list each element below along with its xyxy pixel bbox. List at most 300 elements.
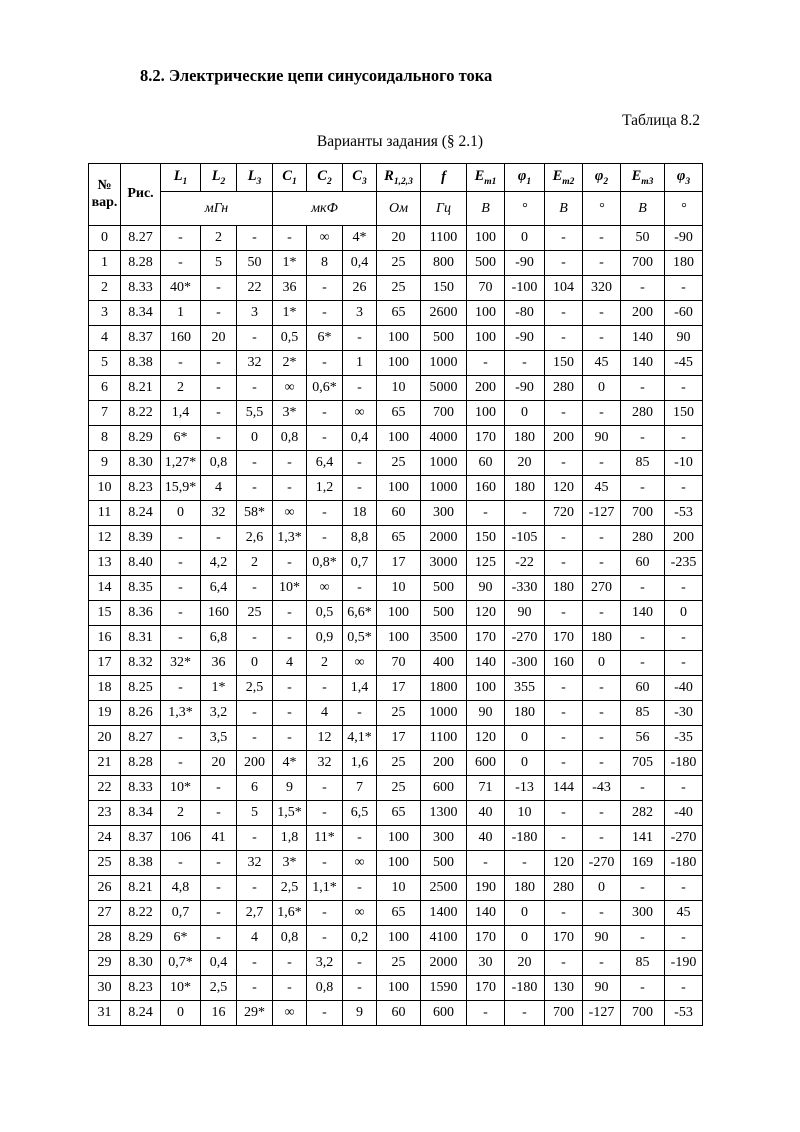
cell-phi1: - xyxy=(505,851,545,876)
cell-fig: 8.29 xyxy=(121,426,161,451)
cell-var: 16 xyxy=(89,626,121,651)
col-header-R123 xyxy=(377,164,421,192)
cell-fig: 8.28 xyxy=(121,251,161,276)
cell-L1: 40* xyxy=(161,276,201,301)
cell-Em2: 120 xyxy=(545,851,583,876)
cell-Em1: 190 xyxy=(467,876,505,901)
cell-var: 24 xyxy=(89,826,121,851)
cell-var: 13 xyxy=(89,551,121,576)
symbol-main: C xyxy=(352,168,362,185)
table-row xyxy=(89,401,703,426)
cell-f: 800 xyxy=(421,251,467,276)
cell-L3: 4 xyxy=(237,926,273,951)
cell-Em2: 150 xyxy=(545,351,583,376)
symbol-subscript: 2 xyxy=(220,176,226,187)
table-row xyxy=(89,326,703,351)
cell-L2: - xyxy=(201,276,237,301)
cell-var: 31 xyxy=(89,1001,121,1026)
cell-var: 10 xyxy=(89,476,121,501)
cell-L2: 4 xyxy=(201,476,237,501)
cell-var: 14 xyxy=(89,576,121,601)
cell-phi2: - xyxy=(583,301,621,326)
cell-f: 1300 xyxy=(421,801,467,826)
cell-var: 2 xyxy=(89,276,121,301)
cell-C2: - xyxy=(307,1001,343,1026)
table-row xyxy=(89,426,703,451)
cell-phi3: - xyxy=(665,476,703,501)
cell-phi1: 180 xyxy=(505,476,545,501)
cell-C2: 4 xyxy=(307,701,343,726)
cell-Em1: 60 xyxy=(467,451,505,476)
cell-Em2: - xyxy=(545,301,583,326)
cell-L3: - xyxy=(237,576,273,601)
cell-phi2: - xyxy=(583,676,621,701)
cell-phi3: - xyxy=(665,976,703,1001)
cell-Em3: - xyxy=(621,476,665,501)
cell-C3: 1 xyxy=(343,351,377,376)
cell-phi3: - xyxy=(665,776,703,801)
table-row xyxy=(89,501,703,526)
cell-C3: 1,6 xyxy=(343,751,377,776)
symbol-subscript: 1 xyxy=(182,176,188,187)
cell-C3: 1,4 xyxy=(343,676,377,701)
unit-header-5: ° xyxy=(505,192,545,226)
cell-Em2: - xyxy=(545,326,583,351)
cell-C1: 1,5* xyxy=(273,801,307,826)
cell-phi1: -22 xyxy=(505,551,545,576)
cell-phi3: 150 xyxy=(665,401,703,426)
cell-phi2: - xyxy=(583,701,621,726)
cell-Em2: 720 xyxy=(545,501,583,526)
cell-var: 30 xyxy=(89,976,121,1001)
unit-header-6: В xyxy=(545,192,583,226)
table-caption: Варианты задания (§ 2.1) xyxy=(316,133,484,150)
cell-phi3: -60 xyxy=(665,301,703,326)
cell-L3: 6 xyxy=(237,776,273,801)
symbol-subscript: m2 xyxy=(562,176,575,187)
col-header-phi1 xyxy=(505,164,545,192)
symbol-main: φ xyxy=(676,168,686,185)
cell-Em2: 170 xyxy=(545,926,583,951)
cell-C2: - xyxy=(307,851,343,876)
cell-phi1: 0 xyxy=(505,226,545,251)
cell-fig: 8.23 xyxy=(121,976,161,1001)
cell-var: 26 xyxy=(89,876,121,901)
cell-fig: 8.23 xyxy=(121,476,161,501)
cell-L3: - xyxy=(237,826,273,851)
unit-header-2: Ом xyxy=(377,192,421,226)
table-row xyxy=(89,276,703,301)
cell-C3: 3 xyxy=(343,301,377,326)
cell-Em3: - xyxy=(621,876,665,901)
table-row xyxy=(89,601,703,626)
cell-Em1: 120 xyxy=(467,726,505,751)
cell-L2: - xyxy=(201,851,237,876)
cell-Em2: - xyxy=(545,751,583,776)
cell-Em1: 170 xyxy=(467,426,505,451)
cell-C3: - xyxy=(343,451,377,476)
cell-var: 28 xyxy=(89,926,121,951)
cell-phi2: 270 xyxy=(583,576,621,601)
cell-phi2: 45 xyxy=(583,351,621,376)
cell-Em1: - xyxy=(467,1001,505,1026)
cell-Em2: 700 xyxy=(545,1001,583,1026)
cell-phi3: -53 xyxy=(665,501,703,526)
cell-phi2: - xyxy=(583,751,621,776)
cell-phi2: - xyxy=(583,551,621,576)
cell-R123: 10 xyxy=(377,576,421,601)
cell-C3: ∞ xyxy=(343,401,377,426)
table-row xyxy=(89,551,703,576)
cell-var: 4 xyxy=(89,326,121,351)
cell-C3: 4* xyxy=(343,226,377,251)
cell-phi2: 90 xyxy=(583,926,621,951)
cell-C1: 1* xyxy=(273,301,307,326)
cell-R123: 100 xyxy=(377,326,421,351)
cell-L3: - xyxy=(237,226,273,251)
cell-fig: 8.21 xyxy=(121,876,161,901)
cell-C1: 10* xyxy=(273,576,307,601)
cell-Em3: 85 xyxy=(621,951,665,976)
cell-phi3: -53 xyxy=(665,1001,703,1026)
cell-var: 11 xyxy=(89,501,121,526)
cell-phi3: -180 xyxy=(665,851,703,876)
cell-C2: 0,9 xyxy=(307,626,343,651)
cell-C1: - xyxy=(273,676,307,701)
cell-C1: - xyxy=(273,701,307,726)
cell-L2: - xyxy=(201,876,237,901)
cell-C3: 6,5 xyxy=(343,801,377,826)
table-row xyxy=(89,801,703,826)
symbol-main: E xyxy=(474,168,485,185)
cell-C1: ∞ xyxy=(273,501,307,526)
cell-Em1: 90 xyxy=(467,576,505,601)
cell-L1: - xyxy=(161,226,201,251)
table-row xyxy=(89,701,703,726)
symbol-subscript: m3 xyxy=(641,176,654,187)
cell-Em1: - xyxy=(467,501,505,526)
cell-Em1: 170 xyxy=(467,976,505,1001)
unit-header-9: ° xyxy=(665,192,703,226)
cell-var: 17 xyxy=(89,651,121,676)
cell-fig: 8.25 xyxy=(121,676,161,701)
cell-C3: - xyxy=(343,376,377,401)
cell-C2: 0,5 xyxy=(307,601,343,626)
cell-C2: - xyxy=(307,401,343,426)
cell-C3: 0,2 xyxy=(343,926,377,951)
cell-Em3: 282 xyxy=(621,801,665,826)
cell-Em3: - xyxy=(621,376,665,401)
cell-phi2: 180 xyxy=(583,626,621,651)
cell-C1: 9 xyxy=(273,776,307,801)
cell-C3: 4,1* xyxy=(343,726,377,751)
cell-Em3: 300 xyxy=(621,901,665,926)
cell-phi1: -100 xyxy=(505,276,545,301)
cell-Em3: - xyxy=(621,776,665,801)
col-header-phi3 xyxy=(665,164,703,192)
cell-Em2: - xyxy=(545,826,583,851)
cell-C1: 4 xyxy=(273,651,307,676)
cell-C1: - xyxy=(273,976,307,1001)
cell-C2: - xyxy=(307,426,343,451)
cell-L3: - xyxy=(237,976,273,1001)
cell-phi2: 45 xyxy=(583,476,621,501)
cell-Em3: 60 xyxy=(621,676,665,701)
cell-fig: 8.30 xyxy=(121,451,161,476)
unit-header-0: мГн xyxy=(161,192,273,226)
col-header-L2 xyxy=(201,164,237,192)
cell-L1: 0 xyxy=(161,501,201,526)
cell-C1: - xyxy=(273,226,307,251)
cell-phi2: -127 xyxy=(583,1001,621,1026)
cell-R123: 100 xyxy=(377,976,421,1001)
table-body xyxy=(89,226,703,1026)
cell-phi2: - xyxy=(583,226,621,251)
cell-R123: 100 xyxy=(377,601,421,626)
cell-phi2: - xyxy=(583,601,621,626)
cell-phi2: - xyxy=(583,401,621,426)
cell-L1: 0 xyxy=(161,1001,201,1026)
cell-phi1: 180 xyxy=(505,426,545,451)
cell-L1: 0,7 xyxy=(161,901,201,926)
cell-C2: 0,8* xyxy=(307,551,343,576)
cell-fig: 8.27 xyxy=(121,726,161,751)
cell-Em2: - xyxy=(545,401,583,426)
cell-L1: 1,4 xyxy=(161,401,201,426)
cell-Em3: 700 xyxy=(621,1001,665,1026)
cell-phi1: -80 xyxy=(505,301,545,326)
cell-C3: 0,7 xyxy=(343,551,377,576)
cell-var: 19 xyxy=(89,701,121,726)
cell-f: 300 xyxy=(421,826,467,851)
cell-C1: ∞ xyxy=(273,1001,307,1026)
cell-C2: 11* xyxy=(307,826,343,851)
cell-R123: 100 xyxy=(377,926,421,951)
cell-Em3: 169 xyxy=(621,851,665,876)
cell-f: 700 xyxy=(421,401,467,426)
cell-phi3: 90 xyxy=(665,326,703,351)
symbol-main: L xyxy=(211,168,221,185)
cell-C2: - xyxy=(307,801,343,826)
cell-var: 8 xyxy=(89,426,121,451)
cell-L3: 5,5 xyxy=(237,401,273,426)
cell-L2: 6,8 xyxy=(201,626,237,651)
cell-var: 18 xyxy=(89,676,121,701)
cell-C3: 7 xyxy=(343,776,377,801)
unit-header-3: Гц xyxy=(421,192,467,226)
cell-R123: 17 xyxy=(377,551,421,576)
cell-Em1: 30 xyxy=(467,951,505,976)
cell-f: 1100 xyxy=(421,226,467,251)
cell-L3: - xyxy=(237,451,273,476)
cell-fig: 8.26 xyxy=(121,701,161,726)
cell-C2: - xyxy=(307,301,343,326)
cell-R123: 60 xyxy=(377,501,421,526)
cell-f: 1400 xyxy=(421,901,467,926)
cell-Em3: - xyxy=(621,976,665,1001)
cell-Em3: 60 xyxy=(621,551,665,576)
cell-Em3: - xyxy=(621,276,665,301)
cell-fig: 8.33 xyxy=(121,776,161,801)
table-row xyxy=(89,776,703,801)
cell-C2: 12 xyxy=(307,726,343,751)
table-row xyxy=(89,826,703,851)
table-number-label: Таблица 8.2 xyxy=(622,112,700,129)
cell-Em3: 280 xyxy=(621,526,665,551)
cell-f: 2000 xyxy=(421,951,467,976)
cell-C2: - xyxy=(307,276,343,301)
cell-Em2: 130 xyxy=(545,976,583,1001)
cell-C1: - xyxy=(273,726,307,751)
cell-C2: - xyxy=(307,526,343,551)
cell-L2: 1* xyxy=(201,676,237,701)
cell-C2: - xyxy=(307,501,343,526)
cell-fig: 8.38 xyxy=(121,351,161,376)
cell-phi2: - xyxy=(583,326,621,351)
cell-f: 1000 xyxy=(421,701,467,726)
cell-phi3: -270 xyxy=(665,826,703,851)
cell-L2: 41 xyxy=(201,826,237,851)
cell-Em2: - xyxy=(545,226,583,251)
cell-C1: 2* xyxy=(273,351,307,376)
cell-L1: 106 xyxy=(161,826,201,851)
cell-Em3: 141 xyxy=(621,826,665,851)
cell-Em1: 100 xyxy=(467,676,505,701)
cell-Em1: 600 xyxy=(467,751,505,776)
table-row xyxy=(89,301,703,326)
cell-L2: 4,2 xyxy=(201,551,237,576)
symbol-main: E xyxy=(631,168,642,185)
col-header-Em2 xyxy=(545,164,583,192)
cell-Em3: - xyxy=(621,626,665,651)
cell-L2: - xyxy=(201,801,237,826)
cell-L2: 36 xyxy=(201,651,237,676)
cell-C3: 0,4 xyxy=(343,251,377,276)
cell-phi2: 320 xyxy=(583,276,621,301)
section-title: 8.2. Электрические цепи синусоидального тока xyxy=(140,66,493,85)
cell-phi3: -190 xyxy=(665,951,703,976)
cell-L3: 2 xyxy=(237,551,273,576)
col-header-phi2 xyxy=(583,164,621,192)
cell-L1: 2 xyxy=(161,376,201,401)
table-row xyxy=(89,726,703,751)
cell-C3: - xyxy=(343,876,377,901)
cell-Em3: 700 xyxy=(621,501,665,526)
symbol-subscript: 3 xyxy=(256,176,262,187)
table-row xyxy=(89,526,703,551)
cell-var: 6 xyxy=(89,376,121,401)
cell-L3: 29* xyxy=(237,1001,273,1026)
cell-Em3: - xyxy=(621,651,665,676)
cell-C2: 6* xyxy=(307,326,343,351)
cell-Em2: 170 xyxy=(545,626,583,651)
cell-R123: 25 xyxy=(377,251,421,276)
cell-phi2: - xyxy=(583,451,621,476)
cell-L1: 4,8 xyxy=(161,876,201,901)
col-header-L3 xyxy=(237,164,273,192)
table-row xyxy=(89,226,703,251)
cell-f: 1100 xyxy=(421,726,467,751)
cell-L3: - xyxy=(237,326,273,351)
cell-phi1: 180 xyxy=(505,701,545,726)
cell-Em3: 705 xyxy=(621,751,665,776)
cell-L2: - xyxy=(201,526,237,551)
cell-Em1: 170 xyxy=(467,626,505,651)
cell-R123: 65 xyxy=(377,526,421,551)
cell-phi3: -40 xyxy=(665,676,703,701)
cell-Em3: 85 xyxy=(621,451,665,476)
cell-C1: 1* xyxy=(273,251,307,276)
cell-phi2: - xyxy=(583,826,621,851)
cell-phi3: -90 xyxy=(665,226,703,251)
table-row xyxy=(89,751,703,776)
cell-L1: 6* xyxy=(161,926,201,951)
cell-Em1: 100 xyxy=(467,226,505,251)
cell-Em2: - xyxy=(545,951,583,976)
cell-var: 9 xyxy=(89,451,121,476)
cell-L1: - xyxy=(161,526,201,551)
cell-phi1: -180 xyxy=(505,826,545,851)
cell-fig: 8.28 xyxy=(121,751,161,776)
cell-Em2: - xyxy=(545,676,583,701)
cell-phi1: 0 xyxy=(505,401,545,426)
cell-fig: 8.31 xyxy=(121,626,161,651)
cell-Em2: - xyxy=(545,451,583,476)
cell-R123: 70 xyxy=(377,651,421,676)
cell-phi2: - xyxy=(583,901,621,926)
table-row xyxy=(89,576,703,601)
cell-phi1: -270 xyxy=(505,626,545,651)
unit-header-4: В xyxy=(467,192,505,226)
cell-f: 1000 xyxy=(421,351,467,376)
cell-Em3: 85 xyxy=(621,701,665,726)
cell-phi2: 0 xyxy=(583,876,621,901)
cell-C1: 4* xyxy=(273,751,307,776)
cell-var: 23 xyxy=(89,801,121,826)
cell-fig: 8.33 xyxy=(121,276,161,301)
cell-C2: - xyxy=(307,351,343,376)
cell-f: 150 xyxy=(421,276,467,301)
cell-L3: 32 xyxy=(237,851,273,876)
cell-Em2: 200 xyxy=(545,426,583,451)
cell-L2: - xyxy=(201,301,237,326)
table-row xyxy=(89,251,703,276)
cell-C2: - xyxy=(307,776,343,801)
cell-C3: - xyxy=(343,476,377,501)
cell-Em1: 125 xyxy=(467,551,505,576)
cell-fig: 8.37 xyxy=(121,326,161,351)
cell-phi1: -300 xyxy=(505,651,545,676)
symbol-subscript: 1 xyxy=(291,176,297,187)
cell-f: 500 xyxy=(421,576,467,601)
cell-phi3: 0 xyxy=(665,601,703,626)
cell-Em1: 140 xyxy=(467,901,505,926)
cell-Em2: - xyxy=(545,551,583,576)
cell-f: 600 xyxy=(421,776,467,801)
cell-R123: 10 xyxy=(377,876,421,901)
cell-C2: ∞ xyxy=(307,576,343,601)
cell-phi2: -270 xyxy=(583,851,621,876)
cell-L2: 3,2 xyxy=(201,701,237,726)
symbol-main: C xyxy=(282,168,292,185)
cell-Em2: - xyxy=(545,526,583,551)
cell-C1: 3* xyxy=(273,851,307,876)
cell-phi1: -180 xyxy=(505,976,545,1001)
cell-f: 500 xyxy=(421,326,467,351)
cell-L2: - xyxy=(201,926,237,951)
cell-var: 5 xyxy=(89,351,121,376)
cell-L2: 20 xyxy=(201,326,237,351)
